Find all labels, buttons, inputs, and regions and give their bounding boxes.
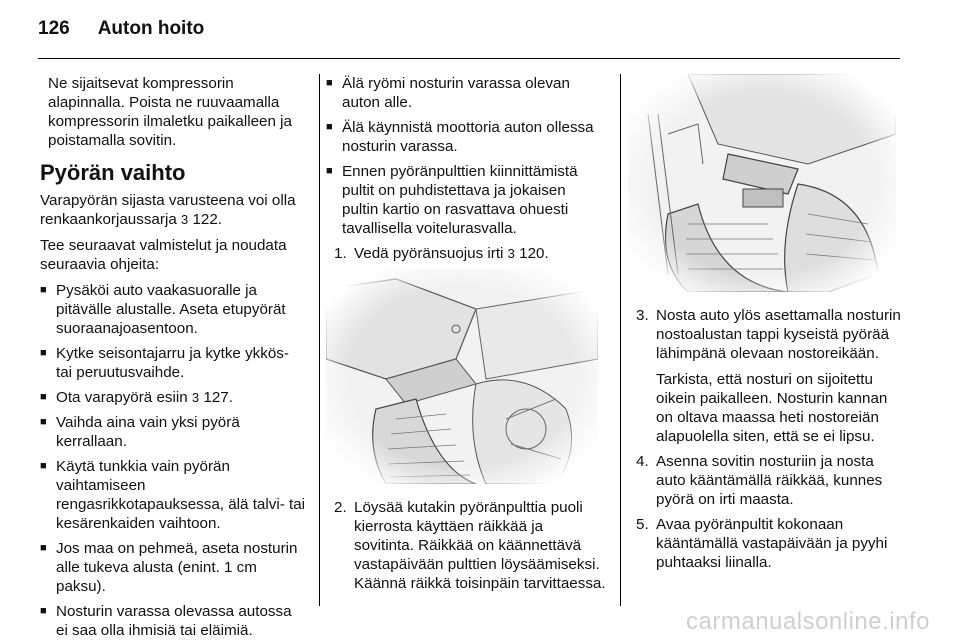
jack-illustration (628, 74, 896, 292)
bullet-list-prep (40, 281, 306, 640)
list-item: ■ Älä ryömi nosturin varassa olevan auton alle. (326, 74, 606, 112)
list-item: ■ Nosturin varassa olevassa autossa ei saa olla ihmisiä tai eläimiä. (40, 602, 306, 640)
page-ref[interactable]: 122. (192, 211, 223, 228)
page-ref-icon: 3 (191, 390, 200, 405)
page-ref[interactable]: 120. (519, 245, 549, 262)
step-item: 1. Vedä pyöränsuojus irti 3 120. (334, 245, 549, 262)
list-item: ■ Älä käynnistä moottoria auton ollessa nosturin varassa. (326, 118, 606, 156)
step-note: Tarkista, että nosturi on sijoitettu oikein paikalleen. Nosturin kannan on oltava maassa heti nostoreiän alapuolella siten, että se ei lipsu. (656, 371, 888, 445)
paragraph-kit: Varapyörän sijasta varusteena voi olla renkaankorjaussarja 3 122. (40, 192, 296, 228)
list-item: ■ Käytä tunkkia vain pyörän vaihtamiseen rengasrikkotapauksessa, älä talvi- tai kesärenkaiden vaihtoon. (40, 457, 306, 533)
column-2 (326, 74, 606, 599)
list-item: ■ Kytke seisontajarru ja kytke ykkös- tai peruutusvaihde. (40, 344, 306, 382)
header-rule (38, 58, 900, 59)
step-item: 3. Nosta auto ylös asettamalla nosturin nostoalustan tappi kyseistä pyörää lähimpänä olevaan nostoreikään. Tarkista, että nosturi on sijoitettu oikein paikalleen. Nosturin kannan on oltava maassa heti nostoreiän alapuolella siten, että se ei lipsu. (636, 306, 904, 446)
intro-paragraph: Ne sijaitsevat kompressorin alapinnalla. Poista ne ruuvaamalla kompressorin ilmaletku paikalleen ja poistamalla sovitin. (48, 75, 292, 149)
page-ref-icon: 3 (507, 246, 515, 261)
page-header (38, 18, 204, 48)
steps-list-3 (628, 306, 904, 572)
page-ref-icon: 3 (180, 212, 189, 227)
section-title: Auton hoito (97, 18, 205, 39)
list-item: ■ Ota varapyörä esiin 3 127. (40, 388, 306, 407)
list-item: ■ Jos maa on pehmeä, aseta nosturin alle tukeva alusta (enint. 1 cm paksu). (40, 539, 306, 596)
watermark: carmanualsonline.info (686, 608, 930, 635)
column-3 (628, 74, 904, 578)
column-divider (319, 74, 320, 606)
steps-list-1 (326, 244, 606, 263)
list-item: ■ Vaihda aina vain yksi pyörä kerrallaan. (40, 413, 306, 451)
step-item: 4. Asenna sovitin nosturiin ja nosta auto kääntämällä räikkää, kunnes pyörä on irti maasta. (636, 453, 883, 508)
page-ref[interactable]: 127. (203, 389, 233, 406)
paragraph-prep: Tee seuraavat valmistelut ja noudata seuraavia ohjeita: (40, 237, 287, 273)
list-item: ■ Pysäköi auto vaakasuoralle ja pitävälle alustalle. Aseta etupyörät suoraanajoasentoon. (40, 281, 306, 338)
bullet-list-safety (326, 74, 606, 238)
column-1 (40, 74, 306, 642)
column-divider (620, 74, 621, 606)
step-item: 2. Löysää kutakin pyöränpulttia puoli kierrosta käyttäen räikkää ja sovitinta. Räikkää on käännettävä vastapäivään pulttien löysäämiseksi. Käännä räikkä toisinpäin tarvittaessa. (334, 499, 606, 592)
step-item: 5. Avaa pyöränpultit kokonaan kääntämällä vastapäivään ja pyyhi puhtaaksi liinalla. (636, 516, 888, 571)
wheel-cover-illustration (326, 269, 598, 484)
section-heading: Pyörän vaihto (40, 160, 186, 185)
list-item: ■ Ennen pyöränpulttien kiinnittämistä pultit on puhdistettava ja jokaisen pultin kartio on rasvattava ohuesti tavallisella voitelurasvalla. (326, 162, 606, 238)
steps-list-2 (326, 498, 606, 593)
page-number: 126 (38, 18, 70, 39)
